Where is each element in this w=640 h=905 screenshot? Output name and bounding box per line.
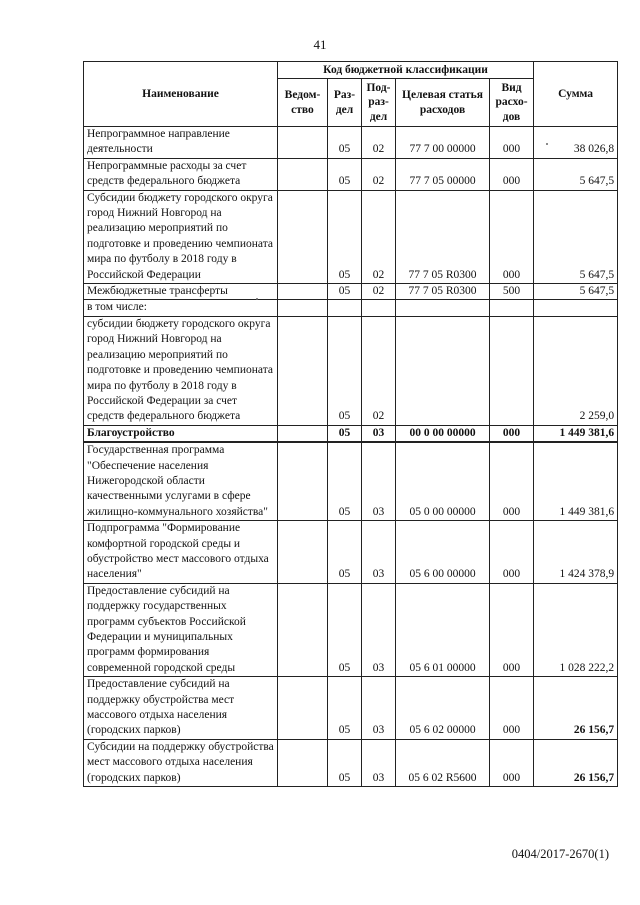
row-target-article: 77 7 05 00000 — [396, 158, 490, 190]
row-vedomstvo — [278, 425, 328, 442]
row-razdel — [328, 300, 362, 316]
table-row — [84, 300, 618, 316]
scan-speck — [256, 298, 258, 300]
row-expense-type — [490, 316, 534, 425]
row-sum: 5 647,5 — [534, 190, 618, 283]
row-podrazdel: 03 — [362, 739, 396, 786]
row-podrazdel: 02 — [362, 158, 396, 190]
row-vedomstvo — [278, 316, 328, 425]
row-name: Непрограммное направление деятельности — [84, 127, 278, 159]
table-row — [84, 284, 618, 300]
row-target-article: 00 0 00 00000 — [396, 425, 490, 442]
header-target-article: Целевая статья расходов — [396, 79, 490, 127]
row-razdel: 05 — [328, 521, 362, 584]
row-vedomstvo — [278, 190, 328, 283]
row-name: Субсидии на поддержку обустройства мест массового отдыха населения (городских парков) — [84, 739, 278, 786]
row-name: Предоставление субсидий на поддержку обустройства мест массового отдыха населения (городских парков) — [84, 677, 278, 740]
row-vedomstvo — [278, 521, 328, 584]
row-sum: 5 647,5 — [534, 158, 618, 190]
row-sum: 38 026,8 — [534, 127, 618, 159]
row-sum: 1 424 378,9 — [534, 521, 618, 584]
row-expense-type: 500 — [490, 284, 534, 300]
header-expense-type: Вид расхо-дов — [490, 79, 534, 127]
row-expense-type: 000 — [490, 158, 534, 190]
row-vedomstvo — [278, 127, 328, 159]
row-razdel: 05 — [328, 158, 362, 190]
row-target-article: 77 7 05 R0300 — [396, 190, 490, 283]
row-sum: 1 449 381,6 — [534, 425, 618, 442]
row-expense-type: 000 — [490, 190, 534, 283]
table-row — [84, 677, 618, 740]
table-row — [84, 739, 618, 786]
row-razdel: 05 — [328, 739, 362, 786]
row-target-article: 77 7 05 R0300 — [396, 284, 490, 300]
scan-speck — [546, 143, 548, 145]
row-podrazdel — [362, 300, 396, 316]
row-podrazdel: 02 — [362, 127, 396, 159]
row-expense-type: 000 — [490, 425, 534, 442]
row-vedomstvo — [278, 739, 328, 786]
header-sum: Сумма — [534, 62, 618, 127]
row-target-article — [396, 316, 490, 425]
row-name: Субсидии бюджету городского округа город Нижний Новгород на реализацию мероприятий по подготовке и проведению чемпионата мира по футболу в 2018 году в Российской Федерации — [84, 190, 278, 283]
row-expense-type: 000 — [490, 127, 534, 159]
row-target-article: 05 6 02 R5600 — [396, 739, 490, 786]
row-name: субсидии бюджету городского округа город Нижний Новгород на реализацию мероприятий по подготовке и проведению чемпионата мира по футболу в 2018 году в Российской Федерации за счет средств федерального бюджета — [84, 316, 278, 425]
row-vedomstvo — [278, 677, 328, 740]
budget-table — [83, 61, 618, 787]
row-razdel: 05 — [328, 190, 362, 283]
table-row — [84, 127, 618, 159]
row-podrazdel: 02 — [362, 190, 396, 283]
row-podrazdel: 03 — [362, 442, 396, 521]
row-sum: 2 259,0 — [534, 316, 618, 425]
header-razdel: Раз-дел — [328, 79, 362, 127]
row-vedomstvo — [278, 300, 328, 316]
row-razdel: 05 — [328, 442, 362, 521]
row-vedomstvo — [278, 284, 328, 300]
row-sum: 26 156,7 — [534, 677, 618, 740]
row-razdel: 05 — [328, 425, 362, 442]
row-razdel: 05 — [328, 127, 362, 159]
row-target-article: 05 6 02 00000 — [396, 677, 490, 740]
row-vedomstvo — [278, 442, 328, 521]
table-row — [84, 583, 618, 676]
table-row — [84, 158, 618, 190]
table-row — [84, 190, 618, 283]
row-podrazdel: 02 — [362, 316, 396, 425]
row-expense-type — [490, 300, 534, 316]
row-target-article — [396, 300, 490, 316]
row-name: в том числе: — [84, 300, 278, 316]
row-vedomstvo — [278, 158, 328, 190]
row-razdel: 05 — [328, 284, 362, 300]
page-number: 41 — [313, 37, 327, 52]
table-row — [84, 521, 618, 584]
row-target-article: 05 0 00 00000 — [396, 442, 490, 521]
row-sum: 1 449 381,6 — [534, 442, 618, 521]
row-expense-type: 000 — [490, 739, 534, 786]
row-razdel: 05 — [328, 677, 362, 740]
row-sum: 5 647,5 — [534, 284, 618, 300]
row-name: Благоустройство — [84, 425, 278, 442]
row-target-article: 05 6 00 00000 — [396, 521, 490, 584]
row-name: Подпрограмма "Формирование комфортной городской среды и обустройство мест массового отдыха населения" — [84, 521, 278, 584]
row-vedomstvo — [278, 583, 328, 676]
table-row — [84, 442, 618, 521]
row-podrazdel: 03 — [362, 677, 396, 740]
table-row — [84, 316, 618, 425]
row-sum: 26 156,7 — [534, 739, 618, 786]
row-podrazdel: 03 — [362, 583, 396, 676]
row-podrazdel: 02 — [362, 284, 396, 300]
row-target-article: 05 6 01 00000 — [396, 583, 490, 676]
row-razdel: 05 — [328, 316, 362, 425]
header-podrazdel: Под-раз-дел — [362, 79, 396, 127]
row-name: Государственная программа "Обеспечение населения Нижегородской области качественными услугами в сфере жилищно-коммунального хозяйства" — [84, 442, 278, 521]
row-name: Непрограммные расходы за счет средств федерального бюджета — [84, 158, 278, 190]
row-target-article: 77 7 00 00000 — [396, 127, 490, 159]
row-sum — [534, 300, 618, 316]
row-name: Предоставление субсидий на поддержку государственных программ субъектов Российской Федерации и муниципальных программ формирования современной городской среды — [84, 583, 278, 676]
row-name: Межбюджетные трансферты — [84, 284, 278, 300]
header-name: Наименование — [84, 62, 278, 127]
row-expense-type: 000 — [490, 442, 534, 521]
row-expense-type: 000 — [490, 583, 534, 676]
header-vedomstvo: Ведом-ство — [278, 79, 328, 127]
row-razdel: 05 — [328, 583, 362, 676]
document-code: 0404/2017-2670(1) — [511, 847, 609, 861]
row-podrazdel: 03 — [362, 521, 396, 584]
row-podrazdel: 03 — [362, 425, 396, 442]
header-classification-group: Код бюджетной классификации — [278, 62, 534, 79]
row-expense-type: 000 — [490, 521, 534, 584]
row-expense-type: 000 — [490, 677, 534, 740]
row-sum: 1 028 222,2 — [534, 583, 618, 676]
table-row-section — [84, 425, 618, 442]
